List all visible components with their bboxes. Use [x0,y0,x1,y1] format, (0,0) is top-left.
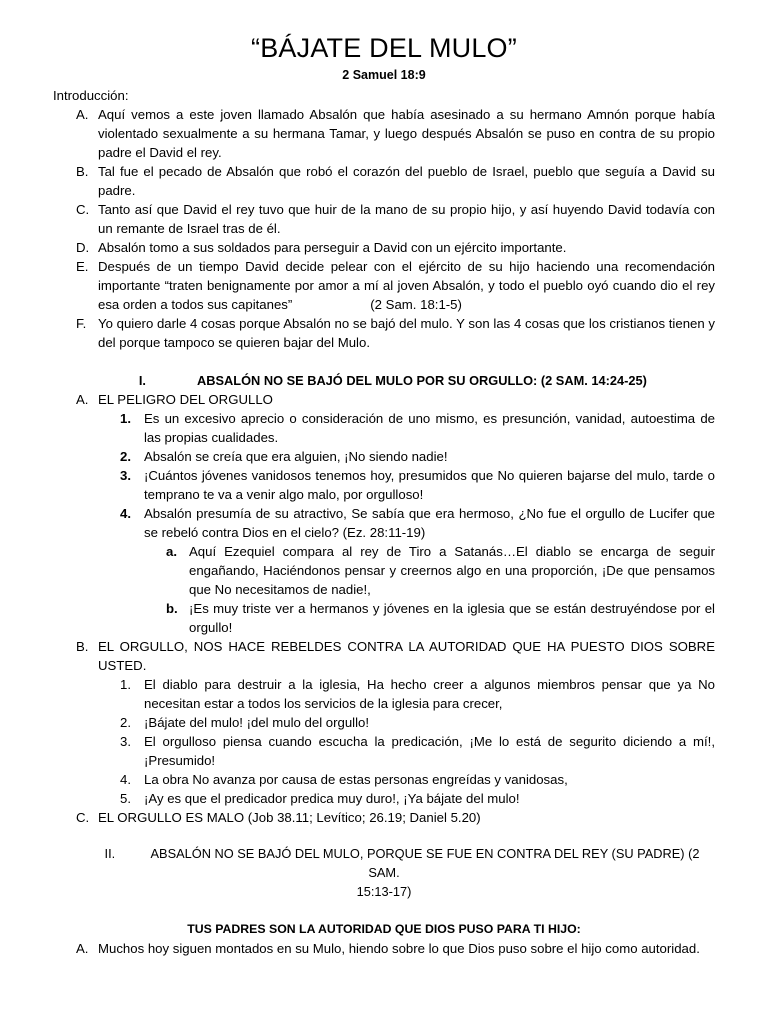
list-marker: 1. [120,677,131,692]
list-item-text: Absalón se creía que era alguien, ¡No siendo nadie! [144,449,448,464]
section-1a-subitem-a [53,542,715,599]
section-1a-item-1 [53,409,715,447]
list-marker: 4. [120,772,131,787]
intro-label: Introducción: [53,88,129,103]
list-item-text: Es un excesivo aprecio o consideración de uno mismo, es presunción, vanidad, autoestima de las propias cualidades. [144,411,715,445]
list-marker: 5. [120,791,131,806]
list-item-text: ¡Ay es que el predicador predica muy duro!, ¡Ya bájate del mulo! [144,791,520,806]
section-marker: II. [104,846,116,861]
list-marker: 3. [120,468,131,483]
intro-item-text: Aquí vemos a este joven llamado Absalón que había asesinado a su hermano Amnón porque había violentado sexualmente a su hermana Tamar, y luego después Absalón se puso en contra de su propio padre el David el rey. [98,107,715,160]
section-1b-item-5 [53,789,715,808]
section-1b-item-1 [53,675,715,713]
section-1a-item-3 [53,466,715,504]
point-heading: EL ORGULLO ES MALO (Job 38.11; Levítico; 26.19; Daniel 5.20) [98,810,481,825]
section-1b-item-2 [53,713,715,732]
list-marker: B. [76,639,89,654]
section-1a-subitem-b [53,599,715,637]
list-marker: 4. [120,506,131,521]
list-item-text: Aquí Ezequiel compara al rey de Tiro a Satanás…El diablo se encarga de seguir engañando, Haciéndonos pensar y creernos algo en una proporción, ¡De que pensamos que No necesitamos de nadie!, [189,544,715,597]
section-heading-text: ABSALÓN NO SE BAJÓ DEL MULO POR SU ORGULLO: (2 SAM. 14:24-25) [197,373,647,388]
intro-item-a [53,105,715,162]
section-heading-continuation: 15:13-17) [356,884,412,899]
list-item-text: ¡Es muy triste ver a hermanos y jóvenes en la iglesia que se están destruyéndose por el orgullo! [189,601,715,635]
section-1-point-c [53,808,715,827]
list-marker: C. [76,810,90,825]
list-marker: 2. [120,449,131,464]
point-heading: EL PELIGRO DEL ORGULLO [98,392,273,407]
list-marker: A. [76,392,89,407]
section-2-subheading: TUS PADRES SON LA AUTORIDAD QUE DIOS PUSO PARA TI HIJO: [187,922,581,936]
list-item-text: ¡Cuántos jóvenes vanidosos tenemos hoy, presumidos que No quieren bajarse del mulo, tarde o temprano te va a venir algo malo, por orgulloso! [144,468,715,502]
list-marker: D. [76,240,90,255]
intro-item-text: Tanto así que David el rey tuvo que huir de la mano de su propio hijo, y así huyendo David todavía con un remante de Israel tras de él. [98,202,715,236]
section-2-point-a [53,939,715,958]
list-marker: F. [76,316,87,331]
list-item-text: Absalón presumía de su atractivo, Se sabía que era hermoso, ¿No fue el orgullo de Lucifer que se rebeló contra Dios en el cielo? (Ez. 28:11-19) [144,506,715,540]
section-1b-item-3 [53,732,715,770]
section-1b-item-4 [53,770,715,789]
intro-item-f [53,314,715,352]
scripture-reference: 2 Samuel 18:9 [342,68,426,82]
point-heading: EL ORGULLO, NOS HACE REBELDES CONTRA LA AUTORIDAD QUE HA PUESTO DIOS SOBRE USTED. [98,639,715,673]
list-marker: b. [166,601,178,616]
list-marker: C. [76,202,90,217]
intro-item-text: Tal fue el pecado de Absalón que robó el corazón del pueblo de Israel, pueblo que seguía a David su padre. [98,164,715,198]
list-marker: B. [76,164,89,179]
section-heading-text: ABSALÓN NO SE BAJÓ DEL MULO, PORQUE SE FUE EN CONTRA DEL REY (SU PADRE) (2 SAM. [150,846,700,880]
intro-item-d [53,238,715,257]
section-1-point-b [53,637,715,675]
section-marker: I. [138,373,146,388]
list-marker: 3. [120,734,131,749]
list-item-text: ¡Bájate del mulo! ¡del mulo del orgullo! [144,715,370,730]
list-marker: A. [76,941,89,956]
list-marker: 1. [120,411,131,426]
intro-item-text [98,257,715,314]
document-title: “BÁJATE DEL MULO” [251,33,517,63]
intro-item-c [53,200,715,238]
list-item-text: Muchos hoy siguen montados en su Mulo, hiendo sobre lo que Dios puso sobre el hijo como autoridad. [98,941,700,956]
section-heading-line [53,844,715,882]
list-item-text: El diablo para destruir a la iglesia, Ha hecho creer a algunos miembros pensar que ya No necesitan estar a todos los servicios de la iglesia para crecer, [144,677,715,711]
list-marker: a. [166,544,177,559]
intro-item-text: Absalón tomo a sus soldados para perseguir a David con un ejército importante. [98,240,567,255]
section-2-heading [53,844,715,901]
intro-item-text: Yo quiero darle 4 cosas porque Absalón no se bajó del mulo. Y son las 4 cosas que los cristianos tienen y del porque tampoco se quieren bajar del Mulo. [98,316,715,350]
section-1a-item-4 [53,504,715,542]
intro-item-text-body: Después de un tiempo David decide pelear con el ejército de su hijo haciendo una recomendación importante “traten benignamente por amor a mí al joven Absalón, y todo el pueblo oyó cuando dio el rey esa orden a todos sus capitanes” [98,259,715,312]
list-item-text: La obra No avanza por causa de estas personas engreídas y vanidosas, [144,772,568,787]
intro-item-e [53,257,715,314]
section-1-heading [53,371,715,390]
scripture-citation: (2 Sam. 18:1-5) [370,297,462,312]
section-1-point-a [53,390,715,409]
list-marker: 2. [120,715,131,730]
list-marker: E. [76,259,89,274]
list-marker: A. [76,107,89,122]
intro-item-b [53,162,715,200]
section-1a-item-2 [53,447,715,466]
list-item-text: El orgulloso piensa cuando escucha la predicación, ¡Me lo está de segurito diciendo a mí!, ¡Presumido! [144,734,715,768]
